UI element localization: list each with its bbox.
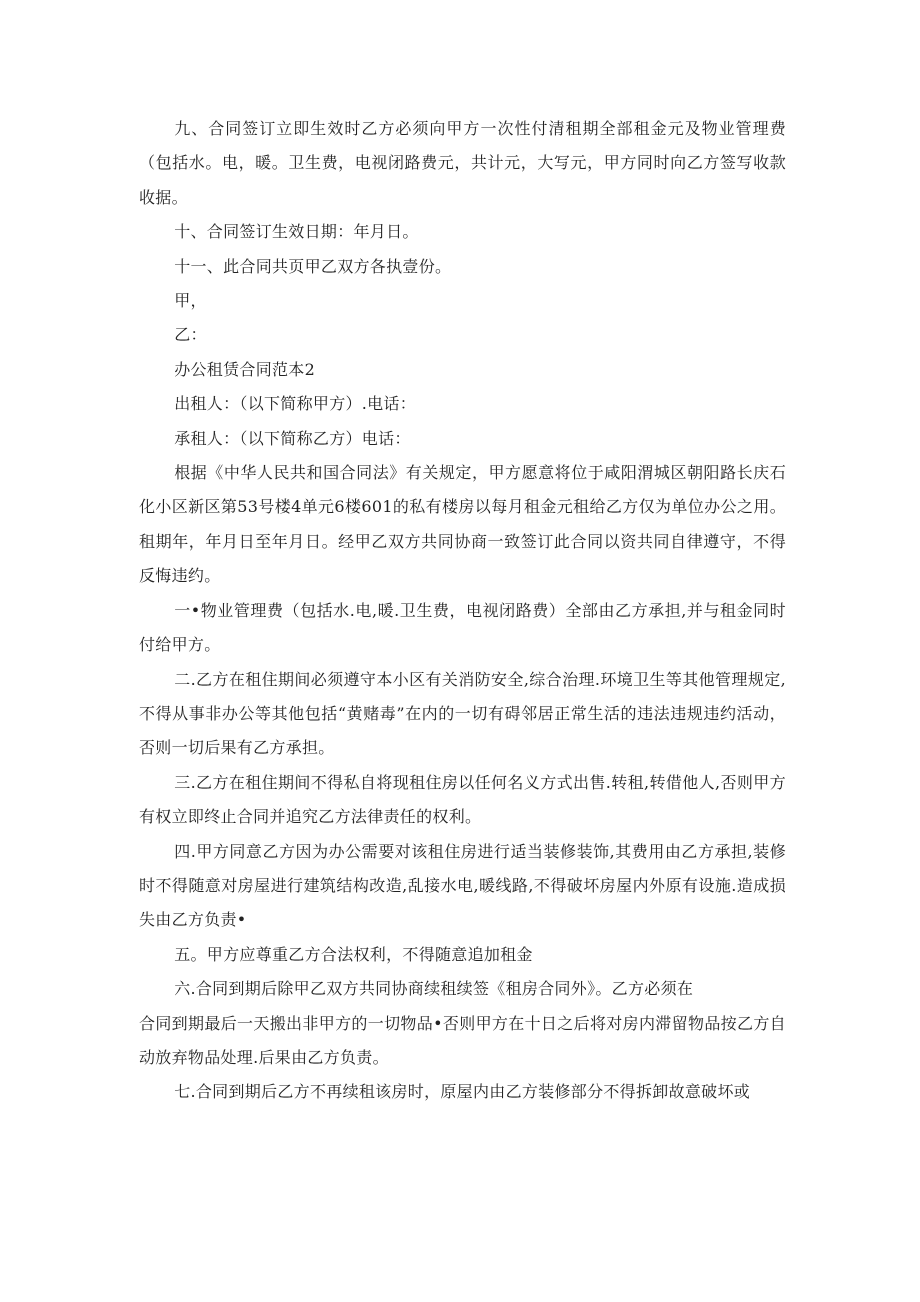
clause-10: 十、合同签订生效日期：年月日。 (174, 222, 419, 242)
party-a-signature-line: 甲， (174, 291, 207, 311)
article-6: 六.合同到期后除甲乙双方共同协商续租续签《租房合同外》。乙方必须在 (174, 979, 694, 999)
article-7: 七.合同到期后乙方不再续租该房时，原屋内由乙方装修部分不得拆卸故意破坏或 (174, 1082, 751, 1102)
document-body (139, 112, 786, 1110)
clause-9: 九、合同签订立即生效时乙方必须向甲方一次性付清租期全部租金元及物业管理费（包括水。电，暖。卫生费，电视闭路费元，共计元，大写元，甲方同时向乙方签写收款收据。 (139, 119, 786, 207)
article-2: 二.乙方在租住期间必须遵守本小区有关消防安全,综合治理.环境卫生等其他管理规定,不得从事非办公等其他包括“黄赌毒”在内的一切有碍邻居正常生活的违法违规违约活动，否则一切后果有乙方承担。 (139, 669, 786, 758)
clause-11: 十一、此合同共页甲乙双方各执壹份。 (174, 256, 452, 276)
article-5: 五。甲方应尊重乙方合法权利，不得随意追加租金 (174, 944, 533, 964)
lessee-line: 承租人：（以下简称乙方）电话： (174, 428, 411, 448)
party-b-signature-line: 乙： (174, 325, 207, 345)
sample-title: 办公租赁合同范本2 (174, 359, 316, 379)
preamble-paragraph: 根据《中华人民共和国合同法》有关规定，甲方愿意将位于咸阳渭城区朝阳路长庆石化小区新区第53号楼4单元6楼601的私有楼房以每月租金元租给乙方仅为单位办公之用。租期年，年月日至年月日。经甲乙双方共同协商一致签订此合同以资共同自律遵守，不得反悔违约。 (139, 463, 786, 586)
article-1: 一•物业管理费（包括水.电,暖.卫生费，电视闭路费）全部由乙方承担,并与租金同时付给甲方。 (139, 600, 786, 655)
article-6-continued: 合同到期最后一天搬出非甲方的一切物品•否则甲方在十日之后将对房内滞留物品按乙方自动放弃物品处理.后果由乙方负责。 (139, 1013, 786, 1067)
article-3: 三.乙方在租住期间不得私自将现租住房以任何名义方式出售.转租,转借他人,否则甲方有权立即终止合同并追究乙方法律责任的权利。 (139, 772, 786, 827)
lessor-line: 出租人：（以下简称甲方）.电话： (174, 394, 417, 414)
article-4: 四.甲方同意乙方因为办公需要对该租住房进行适当装修装饰,其费用由乙方承担,装修时不得随意对房屋进行建筑结构改造,乱接水电,暖线路,不得破坏房屋内外原有设施.造成损失由乙方负责• (139, 841, 786, 930)
